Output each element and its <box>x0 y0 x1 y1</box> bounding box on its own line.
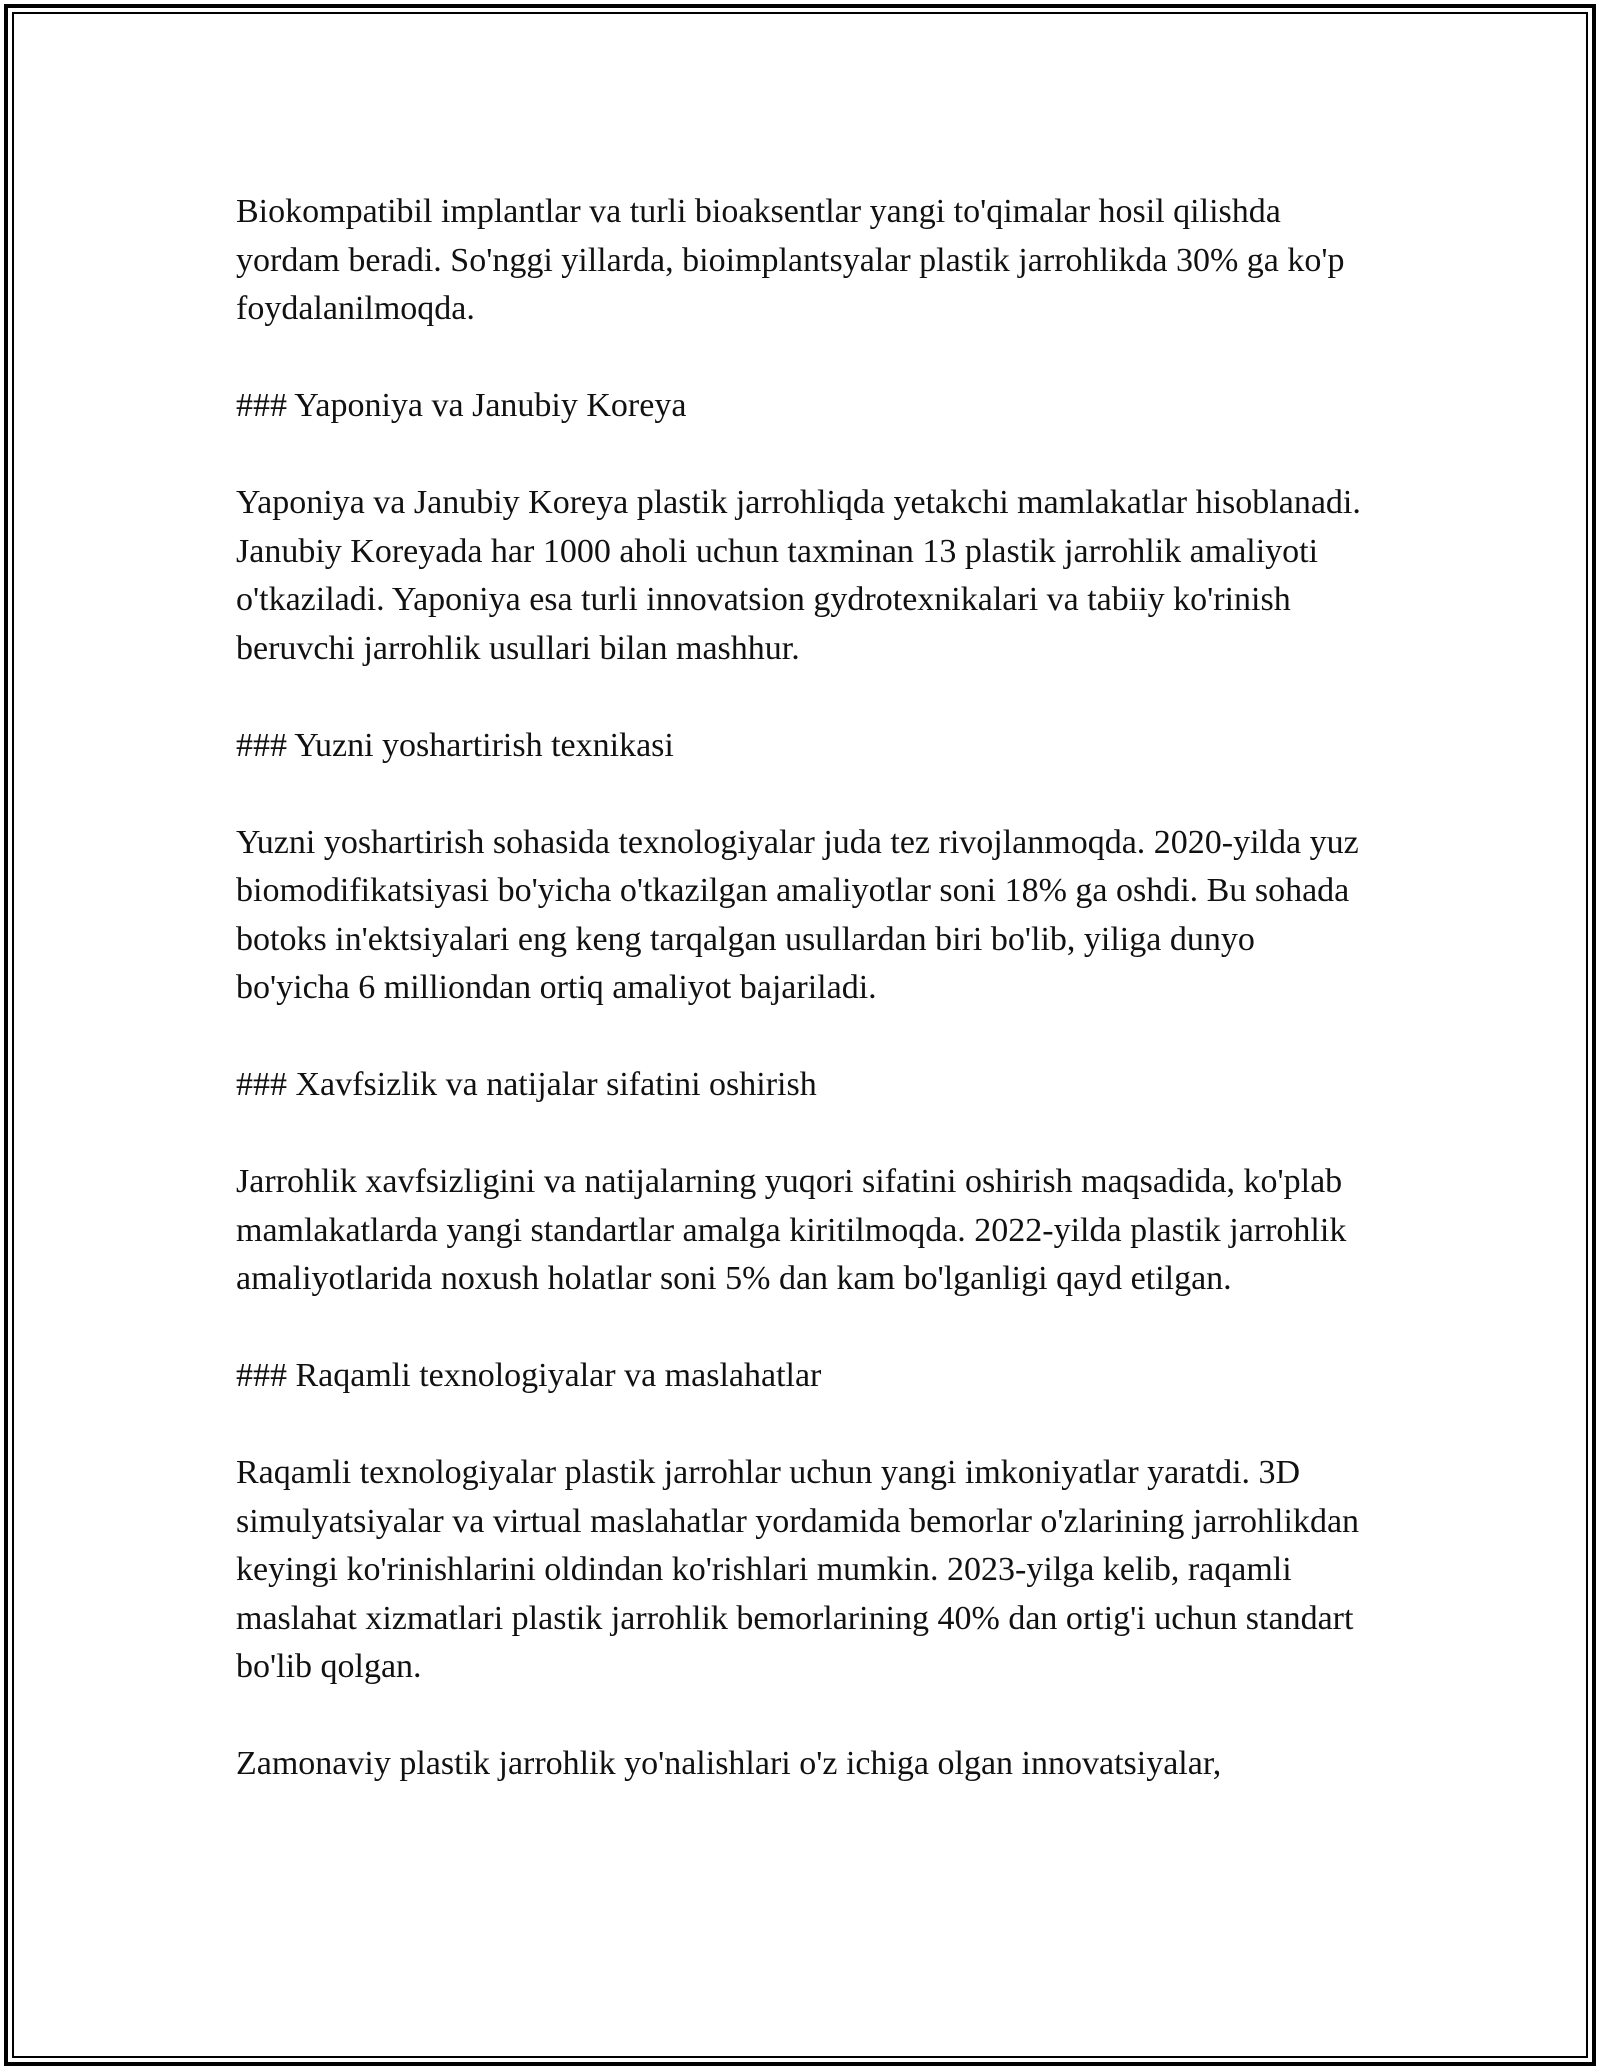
heading-japan-korea: ### Yaponiya va Janubiy Koreya <box>236 387 687 424</box>
paragraph-modern-directions: Zamonaviy plastik jarrohlik yo'nalishlari o'z ichiga olgan innovatsiyalar, <box>236 1745 1222 1782</box>
paragraph-bioimplants: Biokompatibil implantlar va turli bioaksentlar yangi to'qimalar hosil qilishda yordam beradi. So'nggi yillarda, bioimplantsyalar plastik jarrohlikda 30% ga ko'p foydalanilmoqda. <box>236 193 1345 327</box>
paragraph-digital-technologies: Raqamli texnologiyalar plastik jarrohlar uchun yangi imkoniyatlar yaratdi. 3D simulyatsiyalar va virtual maslahatlar yordamida bemorlar o'zlarining jarrohlikdan keyingi ko'rinishlarini oldindan ko'rishlari mumkin. 2023-yilga kelib, raqamli maslahat xizmatlari plastik jarrohlik bemorlarining 40% dan ortig'i uchun standart bo'lib qolgan. <box>236 1454 1360 1685</box>
document-body <box>236 188 1376 1789</box>
paragraph-japan-korea: Yaponiya va Janubiy Koreya plastik jarrohliqda yetakchi mamlakatlar hisoblanadi. Janubiy Koreyada har 1000 aholi uchun taxminan 13 plastik jarrohlik amaliyoti o'tkaziladi. Yaponiya esa turli innovatsion gydrotexnikalari va tabiiy ko'rinish beruvchi jarrohlik usullari bilan mashhur. <box>236 484 1361 667</box>
paragraph-safety-quality: Jarrohlik xavfsizligini va natijalarning yuqori sifatini oshirish maqsadida, ko'plab mamlakatlarda yangi standartlar amalga kiritilmoqda. 2022-yilda plastik jarrohlik amaliyotlarida noxush holatlar soni 5% dan kam bo'lganligi qayd etilgan. <box>236 1163 1347 1297</box>
heading-digital-technologies: ### Raqamli texnologiyalar va maslahatlar <box>236 1357 822 1394</box>
heading-safety-quality: ### Xavfsizlik va natijalar sifatini oshirish <box>236 1066 817 1103</box>
paragraph-facial-rejuvenation: Yuzni yoshartirish sohasida texnologiyalar juda tez rivojlanmoqda. 2020-yilda yuz biomodifikatsiyasi bo'yicha o'tkazilgan amaliyotlar soni 18% ga oshdi. Bu sohada botoks in'ektsiyalari eng keng tarqalgan usullardan biri bo'lib, yiliga dunyo bo'yicha 6 milliondan ortiq amaliyot bajariladi. <box>236 823 1359 1006</box>
heading-facial-rejuvenation: ### Yuzni yoshartirish texnikasi <box>236 726 674 764</box>
